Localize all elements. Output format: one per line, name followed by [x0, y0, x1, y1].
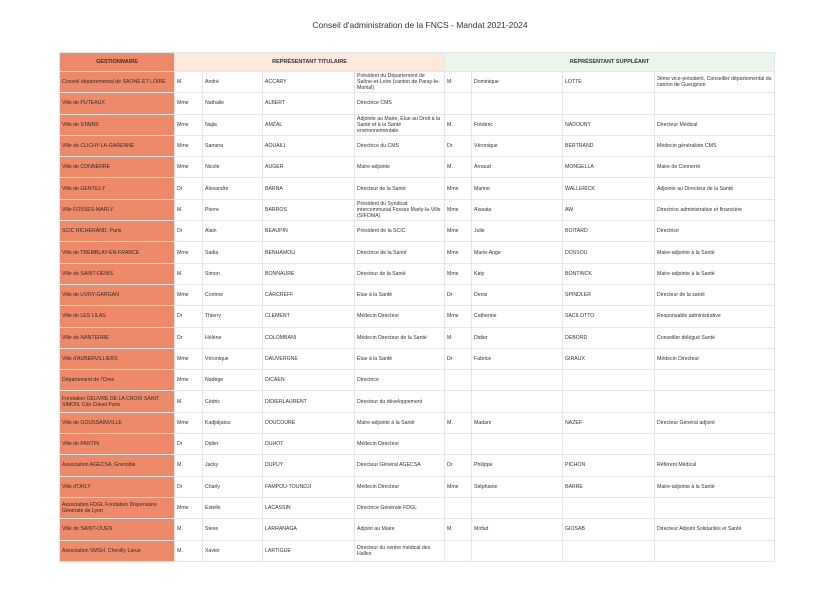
titulaire-lastname: CARCREFF [263, 284, 355, 305]
gestionnaire-cell: Association SMSH, Chevilly Larue [60, 540, 175, 561]
table-row [60, 370, 775, 391]
suppleant-civility: Dr [445, 135, 472, 156]
titulaire-civility: M. [175, 455, 203, 476]
gestionnaire-cell: Ville de LIVRY-GARGAN [60, 284, 175, 305]
gestionnaire-cell: Ville de TREMBLAY-EN-FRANCE [60, 242, 175, 263]
suppleant-firstname: Arnaud [472, 157, 563, 178]
suppleant-lastname [563, 434, 655, 455]
titulaire-civility: Dr [175, 327, 203, 348]
titulaire-firstname: Steve [203, 519, 263, 540]
suppleant-function: Responsable administrative [655, 306, 775, 327]
gestionnaire-cell: Ville de CONNERRE [60, 157, 175, 178]
gestionnaire-cell: Ville d'AUBERVILLIERS [60, 348, 175, 369]
titulaire-civility: Mme [175, 412, 203, 433]
suppleant-civility: Dr [445, 348, 472, 369]
table-body [60, 72, 775, 562]
titulaire-lastname: AMZAL [263, 114, 355, 135]
titulaire-civility: M. [175, 391, 203, 412]
titulaire-civility: Mme [175, 157, 203, 178]
titulaire-firstname: Sadia [203, 242, 263, 263]
suppleant-firstname: Denis [472, 284, 563, 305]
suppleant-civility: Mme [445, 221, 472, 242]
titulaire-firstname: Didier [203, 434, 263, 455]
suppleant-civility: Mme [445, 476, 472, 497]
titulaire-lastname: BONNAURE [263, 263, 355, 284]
suppleant-function: Directrice [655, 221, 775, 242]
header-suppleant: REPRÉSENTANT SUPPLÉANT [445, 53, 775, 72]
table-row [60, 284, 775, 305]
suppleant-civility: Mme [445, 263, 472, 284]
titulaire-firstname: Pierre [203, 199, 263, 220]
titulaire-function: Adjointe au Maire, Elue au Droit à la Santé et à la Santé environnementale [355, 114, 445, 135]
suppleant-lastname: MONGELLA [563, 157, 655, 178]
suppleant-function: Maire-adjointe à la Santé [655, 263, 775, 284]
table-row [60, 157, 775, 178]
titulaire-firstname: Estelle [203, 497, 263, 518]
gestionnaire-cell: Département de l'Orne [60, 370, 175, 391]
titulaire-function: Directrice de la Santé [355, 242, 445, 263]
header-titulaire: REPRÉSENTANT TITULAIRE [175, 53, 445, 72]
gestionnaire-cell: Ville de GENTILLY [60, 178, 175, 199]
titulaire-lastname: CLEMENT [263, 306, 355, 327]
suppleant-lastname: BONTINCK [563, 263, 655, 284]
titulaire-lastname: FAMPOU-TOUNDJI [263, 476, 355, 497]
suppleant-firstname: Dominique [472, 72, 563, 93]
titulaire-lastname: DIDIERLAURENT [263, 391, 355, 412]
titulaire-lastname: LARRANAGA [263, 519, 355, 540]
suppleant-lastname [563, 497, 655, 518]
suppleant-lastname: BOITARD [563, 221, 655, 242]
table-row [60, 242, 775, 263]
titulaire-lastname: LARTIGUE [263, 540, 355, 561]
suppleant-function [655, 370, 775, 391]
titulaire-civility: Mme [175, 348, 203, 369]
suppleant-function: Directeur Général adjoint [655, 412, 775, 433]
titulaire-function: Élue à la Santé [355, 348, 445, 369]
titulaire-civility: Dr [175, 178, 203, 199]
suppleant-function: Médecin Directeur [655, 348, 775, 369]
table-row [60, 93, 775, 114]
gestionnaire-cell: Association AGECSA, Grenoble [60, 455, 175, 476]
suppleant-firstname: Mofad [472, 519, 563, 540]
titulaire-firstname: Jacky [203, 455, 263, 476]
titulaire-function: Président du Département de Saône-et-Loire (canton de Paray-le-Monial) [355, 72, 445, 93]
suppleant-function: Conseiller délégué Santé [655, 327, 775, 348]
gestionnaire-cell: Ville de NANTERRE [60, 327, 175, 348]
titulaire-firstname: Charly [203, 476, 263, 497]
suppleant-lastname: BERTRAND [563, 135, 655, 156]
titulaire-function: Directrice [355, 370, 445, 391]
titulaire-civility: Dr [175, 306, 203, 327]
table-row [60, 540, 775, 561]
titulaire-firstname: Alexandre [203, 178, 263, 199]
suppleant-lastname: DOSSOU [563, 242, 655, 263]
titulaire-function: Adjoint au Maire [355, 519, 445, 540]
table-row [60, 434, 775, 455]
titulaire-firstname: Kadjidjatou [203, 412, 263, 433]
table-row [60, 72, 775, 93]
suppleant-function: Directeur Médical [655, 114, 775, 135]
suppleant-lastname: WALLERICK [563, 178, 655, 199]
titulaire-firstname: Xavier [203, 540, 263, 561]
suppleant-civility [445, 434, 472, 455]
titulaire-lastname: BENHAMOU [263, 242, 355, 263]
table-row [60, 135, 775, 156]
titulaire-civility: Mme [175, 370, 203, 391]
titulaire-civility: M. [175, 519, 203, 540]
suppleant-function: Maire-adjointe à la Santé [655, 476, 775, 497]
titulaire-civility: Mme [175, 284, 203, 305]
titulaire-firstname: Véronique [203, 348, 263, 369]
table-row [60, 412, 775, 433]
titulaire-lastname: DUHOT [263, 434, 355, 455]
suppleant-civility: M. [445, 157, 472, 178]
titulaire-civility: Dr [175, 476, 203, 497]
titulaire-lastname: ALBERT [263, 93, 355, 114]
titulaire-function: Maire-adjointe à la Santé [355, 412, 445, 433]
suppleant-function [655, 434, 775, 455]
titulaire-civility: M. [175, 72, 203, 93]
suppleant-lastname: DEBORD [563, 327, 655, 348]
titulaire-function: Directrice du CMS [355, 135, 445, 156]
titulaire-function: Directeur du développement [355, 391, 445, 412]
gestionnaire-cell: SCIC RICHERAND, Paris [60, 221, 175, 242]
titulaire-civility: Mme [175, 114, 203, 135]
table-row [60, 327, 775, 348]
titulaire-function: Elue à la Santé [355, 284, 445, 305]
suppleant-function: Maire de Connerré [655, 157, 775, 178]
gestionnaire-cell: Ville de SAINT-DENIS [60, 263, 175, 284]
titulaire-function: Médecin Directeur [355, 306, 445, 327]
titulaire-function: Directeur Général AGECSA [355, 455, 445, 476]
titulaire-function: Médecin Directeur [355, 476, 445, 497]
titulaire-civility: Mme [175, 242, 203, 263]
titulaire-firstname: Cédric [203, 391, 263, 412]
table-row [60, 199, 775, 220]
suppleant-firstname: Stéphanie [472, 476, 563, 497]
gestionnaire-cell: Fondation OEUVRE DE LA CROIX SAINT SIMON, Cds Clavel Paris [60, 391, 175, 412]
titulaire-civility: Mme [175, 497, 203, 518]
titulaire-function: Médecin Directeur de la Santé [355, 327, 445, 348]
suppleant-firstname: Frédéric [472, 114, 563, 135]
titulaire-civility: Mme [175, 93, 203, 114]
gestionnaire-cell: Ville FOSSES-MARLY [60, 199, 175, 220]
titulaire-lastname: DAUVERGNE [263, 348, 355, 369]
suppleant-lastname: NADOUNY [563, 114, 655, 135]
suppleant-firstname: Madani [472, 412, 563, 433]
titulaire-firstname: Samera [203, 135, 263, 156]
titulaire-lastname: AOUAILI [263, 135, 355, 156]
board-table [59, 52, 775, 562]
titulaire-firstname: Corinne [203, 284, 263, 305]
titulaire-firstname: Hélène [203, 327, 263, 348]
titulaire-firstname: Nadège [203, 370, 263, 391]
suppleant-function: Maire-adjointe à la Santé [655, 242, 775, 263]
titulaire-firstname: Najia [203, 114, 263, 135]
suppleant-civility [445, 540, 472, 561]
titulaire-function: Directeur de la Santé [355, 263, 445, 284]
titulaire-lastname: BEAUPIN [263, 221, 355, 242]
suppleant-firstname: Fabrice [472, 348, 563, 369]
suppleant-civility [445, 370, 472, 391]
gestionnaire-cell: Ville de PANTIN [60, 434, 175, 455]
suppleant-firstname [472, 93, 563, 114]
table-row [60, 497, 775, 518]
suppleant-lastname: SPINDLER [563, 284, 655, 305]
suppleant-lastname [563, 540, 655, 561]
table-row [60, 114, 775, 135]
titulaire-civility: Mme [175, 135, 203, 156]
suppleant-lastname: AW [563, 199, 655, 220]
suppleant-firstname [472, 370, 563, 391]
suppleant-civility: Mme [445, 178, 472, 199]
suppleant-lastname [563, 370, 655, 391]
titulaire-lastname: DUPUY [263, 455, 355, 476]
titulaire-function: Directeur du centre médical des Halles [355, 540, 445, 561]
suppleant-civility: M. [445, 519, 472, 540]
gestionnaire-cell: Ville de SAINT-OUEN [60, 519, 175, 540]
titulaire-civility: M. [175, 263, 203, 284]
suppleant-firstname: Aïssata [472, 199, 563, 220]
table-row [60, 221, 775, 242]
gestionnaire-cell: Ville de STAINS [60, 114, 175, 135]
suppleant-firstname [472, 391, 563, 412]
suppleant-function: 3ème vice-président, Conseiller départemental du canton de Gueugnon [655, 72, 775, 93]
suppleant-lastname [563, 93, 655, 114]
titulaire-civility: Dr [175, 434, 203, 455]
titulaire-lastname: DICAEN [263, 370, 355, 391]
titulaire-function: Directrice Générale FDGL [355, 497, 445, 518]
suppleant-function [655, 93, 775, 114]
gestionnaire-cell: Ville de GOUSSAINVILLE [60, 412, 175, 433]
titulaire-firstname: Alain [203, 221, 263, 242]
gestionnaire-cell: Ville d'ORLY [60, 476, 175, 497]
table-row [60, 178, 775, 199]
suppleant-firstname: Philippe [472, 455, 563, 476]
suppleant-firstname: Marine [472, 178, 563, 199]
titulaire-function: Président du Syndicat intercommunal Fosses Marly-la-Ville (SIFOMA) [355, 199, 445, 220]
gestionnaire-cell: Ville de LES LILAS [60, 306, 175, 327]
suppleant-firstname: Catherine [472, 306, 563, 327]
titulaire-civility: M. [175, 199, 203, 220]
gestionnaire-cell: Ville de PUTEAUX [60, 93, 175, 114]
header-gestionnaire: GESTIONNAIRE [60, 53, 175, 72]
suppleant-civility: Mme [445, 199, 472, 220]
table-row [60, 348, 775, 369]
titulaire-civility: Dr [175, 221, 203, 242]
table-row [60, 306, 775, 327]
titulaire-function: Président de la SCIC [355, 221, 445, 242]
titulaire-lastname: ACCARY [263, 72, 355, 93]
suppleant-civility: M. [445, 412, 472, 433]
suppleant-lastname: GIOSAB [563, 519, 655, 540]
suppleant-civility [445, 93, 472, 114]
titulaire-lastname: BARROS [263, 199, 355, 220]
titulaire-civility: M. [175, 540, 203, 561]
table-row [60, 263, 775, 284]
suppleant-lastname: GIRAUX [563, 348, 655, 369]
titulaire-function: Maire-adjointe [355, 157, 445, 178]
suppleant-lastname: LOTTE [563, 72, 655, 93]
suppleant-civility: M. [445, 114, 472, 135]
suppleant-firstname: Marie-Ange [472, 242, 563, 263]
titulaire-lastname: AUGER [263, 157, 355, 178]
suppleant-firstname [472, 497, 563, 518]
suppleant-function [655, 540, 775, 561]
suppleant-function: Directrice administrative et financière [655, 199, 775, 220]
titulaire-firstname: Simon [203, 263, 263, 284]
suppleant-function [655, 391, 775, 412]
suppleant-civility: Mme [445, 242, 472, 263]
suppleant-civility: M. [445, 72, 472, 93]
suppleant-firstname [472, 540, 563, 561]
header-row [60, 53, 775, 72]
titulaire-lastname: LACASSIN [263, 497, 355, 518]
titulaire-firstname: Nathalie [203, 93, 263, 114]
suppleant-civility [445, 391, 472, 412]
suppleant-lastname: PICHON [563, 455, 655, 476]
suppleant-function: Référent Médical [655, 455, 775, 476]
suppleant-civility [445, 497, 472, 518]
gestionnaire-cell: Conseil départemental de SAONE ET LOIRE [60, 72, 175, 93]
page-title: Conseil d'administration de la FNCS - Mandat 2021-2024 [312, 20, 528, 30]
titulaire-lastname: DOUCOURE [263, 412, 355, 433]
titulaire-function: Médecin Directeur [355, 434, 445, 455]
titulaire-lastname: COLOMBANI [263, 327, 355, 348]
suppleant-firstname: Katy [472, 263, 563, 284]
suppleant-civility: Mme [445, 306, 472, 327]
table-row [60, 519, 775, 540]
table-row [60, 455, 775, 476]
suppleant-firstname [472, 434, 563, 455]
suppleant-firstname: Julie [472, 221, 563, 242]
suppleant-function: Médecin généraliste CMS [655, 135, 775, 156]
suppleant-lastname [563, 391, 655, 412]
suppleant-lastname: BARRE [563, 476, 655, 497]
suppleant-firstname: Didier [472, 327, 563, 348]
table-row [60, 476, 775, 497]
suppleant-civility: Dr [445, 455, 472, 476]
titulaire-function: Directrice CMS [355, 93, 445, 114]
gestionnaire-cell: Association FDGL Fondation Dispensaire Générale de Lyon [60, 497, 175, 518]
suppleant-function: Directeur Adjoint Solidarités et Santé [655, 519, 775, 540]
suppleant-firstname: Véronique [472, 135, 563, 156]
suppleant-lastname: SACILOTTO [563, 306, 655, 327]
titulaire-firstname: André [203, 72, 263, 93]
titulaire-firstname: Nicole [203, 157, 263, 178]
suppleant-lastname: NAZEF [563, 412, 655, 433]
suppleant-civility: M. [445, 327, 472, 348]
table-row [60, 391, 775, 412]
suppleant-function [655, 497, 775, 518]
gestionnaire-cell: Ville de CLICHY-LA-GARENNE [60, 135, 175, 156]
suppleant-function: Adjointe au Directeur de la Santé [655, 178, 775, 199]
suppleant-function: Directeur de la santé [655, 284, 775, 305]
titulaire-firstname: Thierry [203, 306, 263, 327]
suppleant-civility: Dr [445, 284, 472, 305]
titulaire-function: Directeur de la Santé [355, 178, 445, 199]
titulaire-lastname: BARNA [263, 178, 355, 199]
